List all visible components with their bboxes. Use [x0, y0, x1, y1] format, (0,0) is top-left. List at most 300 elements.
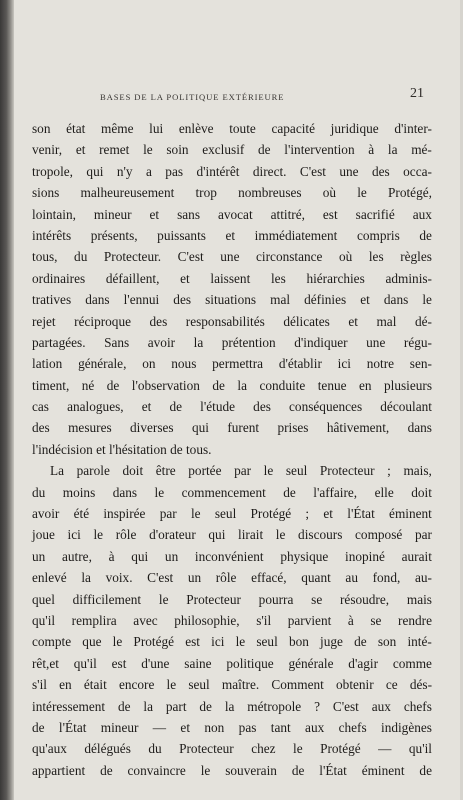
- word: l'affaire,: [313, 484, 358, 500]
- word: au: [345, 570, 358, 586]
- word: avoir: [32, 506, 60, 522]
- word: qu'il: [73, 655, 97, 671]
- word: seul: [256, 634, 278, 650]
- word: physique: [280, 548, 329, 564]
- word: d'agir: [348, 655, 379, 671]
- word: ce: [385, 677, 398, 693]
- word: n'y: [116, 163, 133, 179]
- text-line: [32, 524, 432, 545]
- word: composé: [355, 527, 403, 543]
- word: seul: [285, 463, 308, 479]
- word: malheureusement: [80, 185, 175, 201]
- word: conséquences: [289, 399, 363, 415]
- text-line: [32, 503, 432, 524]
- word: sans: [177, 206, 200, 222]
- word: Protecteur: [186, 591, 241, 607]
- word: que: [82, 634, 102, 650]
- word: l'intervention: [284, 142, 355, 158]
- word: attitré,: [270, 206, 305, 222]
- word: délicates: [283, 313, 330, 329]
- running-title: BASES DE LA POLITIQUE EXTÉRIEURE: [100, 92, 285, 102]
- word: capacité: [271, 121, 316, 136]
- text-line: [32, 696, 432, 717]
- word: qu'aux: [32, 741, 67, 757]
- word: le: [263, 463, 274, 479]
- word: inspirée: [103, 506, 146, 522]
- word: dés-: [409, 677, 432, 693]
- word: la: [193, 334, 204, 350]
- word: est: [111, 655, 127, 671]
- word: exclusif: [202, 142, 245, 158]
- word: ici: [211, 634, 225, 650]
- word: Protégé,: [388, 185, 432, 201]
- word: est: [185, 634, 200, 650]
- word: métropole: [247, 698, 302, 714]
- word: remplira: [71, 612, 117, 628]
- word: le: [293, 741, 303, 757]
- word: né: [81, 377, 95, 393]
- word: tant: [270, 719, 291, 735]
- word: et: [360, 292, 370, 308]
- word: cas: [32, 399, 49, 415]
- word: Sans: [104, 334, 130, 350]
- word: mal: [376, 313, 397, 329]
- word: d'inter-: [394, 121, 432, 136]
- word: le: [154, 484, 165, 500]
- word: se: [370, 612, 382, 628]
- word: nous: [171, 356, 197, 372]
- word: qu'il: [32, 612, 56, 628]
- text-line: [32, 268, 432, 289]
- word: et: [75, 142, 86, 158]
- word: juge: [320, 634, 343, 650]
- word: autre,: [62, 548, 92, 564]
- word: ici: [337, 356, 351, 372]
- word: été: [73, 506, 90, 522]
- word: lointain,: [32, 206, 76, 222]
- word: par: [234, 463, 252, 479]
- word: des: [173, 292, 192, 308]
- word: et: [141, 399, 152, 415]
- word: qu'il: [408, 741, 432, 757]
- word: compris: [356, 227, 400, 243]
- word: son: [32, 121, 51, 136]
- word: tenue: [317, 377, 347, 393]
- text-line: [32, 631, 432, 652]
- word: prises: [277, 420, 309, 436]
- text-line: [32, 139, 432, 160]
- word: quel: [32, 591, 55, 607]
- word: C'est: [332, 698, 359, 714]
- word: éminent: [389, 506, 432, 522]
- word: furent: [227, 420, 260, 436]
- word: des: [253, 399, 271, 415]
- word: la: [143, 698, 153, 714]
- word: puissants: [157, 227, 206, 243]
- word: à: [368, 142, 375, 158]
- word: tous,: [32, 249, 58, 265]
- word: d'une: [141, 655, 170, 671]
- word: en: [358, 377, 372, 393]
- word: tropole,: [32, 163, 73, 179]
- word: chefs: [338, 719, 367, 735]
- word: Protecteur.: [103, 249, 162, 265]
- word: même: [101, 121, 134, 136]
- word: dans: [112, 484, 138, 500]
- word: par: [414, 527, 432, 543]
- word: difficilement: [72, 591, 142, 607]
- word: philosophie,: [174, 612, 240, 628]
- word: portée: [188, 463, 222, 479]
- word: d'indiquer: [294, 334, 348, 350]
- word: une: [366, 334, 386, 350]
- word: on: [142, 356, 156, 372]
- text-line: [32, 118, 432, 139]
- word: occa-: [403, 163, 432, 179]
- word: un: [164, 548, 179, 564]
- word: être: [155, 463, 176, 479]
- word: et: [180, 270, 190, 286]
- word: s'il: [256, 612, 272, 628]
- word: pourra: [258, 591, 294, 607]
- word: compte: [32, 634, 72, 650]
- word: l'État: [319, 762, 347, 778]
- word: le: [166, 677, 177, 693]
- word: —: [378, 741, 392, 757]
- word: sions: [32, 185, 60, 201]
- word: politique: [226, 655, 274, 671]
- word: et: [323, 506, 333, 522]
- word: conduite: [259, 377, 306, 393]
- word: maître.: [221, 677, 260, 693]
- word: seul: [188, 677, 210, 693]
- word: dans: [85, 292, 110, 308]
- word: toute: [229, 121, 256, 136]
- word: l'étude: [200, 399, 236, 415]
- word: pas: [165, 163, 184, 179]
- word: parole: [76, 463, 110, 479]
- word: en: [59, 677, 72, 693]
- word: des: [149, 313, 168, 329]
- word: direct.: [252, 163, 287, 179]
- word: des: [32, 420, 50, 436]
- word: bon: [288, 634, 309, 650]
- word: le: [357, 185, 367, 201]
- word: du: [148, 741, 162, 757]
- word: d'orateur: [149, 527, 196, 543]
- word: d'établir: [278, 356, 322, 372]
- word: doit: [122, 463, 144, 479]
- word: un: [187, 570, 202, 586]
- word: seul: [214, 506, 237, 522]
- word: de: [419, 227, 432, 243]
- word: de: [212, 377, 225, 393]
- word: le: [143, 142, 153, 158]
- word: générale,: [78, 356, 127, 372]
- word: qui: [191, 420, 209, 436]
- text-line: [32, 311, 432, 332]
- text-line: [32, 567, 432, 588]
- word: rendre: [398, 612, 432, 628]
- word: laissent: [210, 270, 251, 286]
- word: et: [225, 227, 236, 243]
- word: de: [169, 399, 183, 415]
- text-line: [32, 653, 432, 674]
- word: responsabilités: [185, 313, 265, 329]
- word: éminent: [361, 762, 405, 778]
- word: régu-: [403, 334, 432, 350]
- word: les: [368, 249, 384, 265]
- word: du: [32, 484, 46, 500]
- word: le: [112, 634, 123, 650]
- word: analogues,: [67, 399, 124, 415]
- text-line: [32, 546, 432, 567]
- word: qui: [208, 527, 226, 543]
- word: ?: [314, 698, 320, 714]
- word: l'ennui: [123, 292, 160, 308]
- word: s'il: [32, 677, 47, 693]
- word: non: [204, 719, 225, 735]
- word: son: [377, 634, 397, 650]
- word: circonstance: [256, 249, 323, 265]
- word: quant: [301, 570, 331, 586]
- word: trop: [195, 185, 217, 201]
- word: inconvénient: [194, 548, 264, 564]
- word: rêt,et: [32, 655, 59, 671]
- word: mineur: [100, 719, 139, 735]
- word: tratives: [32, 292, 72, 308]
- word: la: [81, 570, 91, 586]
- word: rejet: [32, 313, 56, 329]
- text-line: [32, 610, 432, 631]
- word: encore: [118, 677, 155, 693]
- word: l'observation: [131, 377, 200, 393]
- word: et: [149, 206, 160, 222]
- word: au-: [414, 570, 432, 586]
- word: le: [158, 591, 169, 607]
- word: voix.: [105, 570, 133, 586]
- word: avoir: [147, 334, 176, 350]
- word: remet: [99, 142, 130, 158]
- word: de: [291, 762, 305, 778]
- text-line: [32, 332, 432, 353]
- word: permettra: [212, 356, 264, 372]
- text-line: [32, 225, 432, 246]
- word: le: [275, 527, 286, 543]
- word: le: [200, 762, 211, 778]
- word: le: [422, 292, 432, 308]
- word: la: [224, 698, 235, 714]
- word: venir,: [32, 142, 63, 158]
- word: sacrifié: [355, 206, 395, 222]
- word: saine: [184, 655, 212, 671]
- word: rôle: [215, 570, 237, 586]
- text-line: [32, 396, 432, 417]
- word: résoudre,: [339, 591, 390, 607]
- word: Protégé: [133, 634, 175, 650]
- word: Protégé: [320, 741, 361, 757]
- word: parvient: [287, 612, 332, 628]
- word: intéressement: [32, 698, 106, 714]
- word: discours: [298, 527, 343, 543]
- word: définies: [304, 292, 347, 308]
- text-line: [32, 375, 432, 396]
- text-line: [32, 760, 432, 781]
- word: ;: [305, 506, 310, 522]
- text-line: [32, 417, 432, 438]
- word: sen-: [409, 356, 432, 372]
- text-line: [32, 589, 432, 610]
- word: diverses: [130, 420, 174, 436]
- text-line: [32, 246, 432, 267]
- text-line: [32, 182, 432, 203]
- word: aux: [305, 719, 325, 735]
- word: le: [235, 634, 246, 650]
- word: un: [32, 548, 46, 564]
- word: rôle: [115, 527, 137, 543]
- word: découlant: [380, 399, 432, 415]
- book-binding-shadow: [0, 0, 14, 800]
- word: lirait: [238, 527, 264, 543]
- word: comme: [392, 655, 432, 671]
- word: nombreuses: [238, 185, 302, 201]
- word: appartient: [32, 762, 86, 778]
- word: l'État: [58, 719, 87, 735]
- word: a: [145, 163, 152, 179]
- word: état: [66, 121, 86, 136]
- text-line-paragraph-end: l'indécision et l'hésitation de tous.: [32, 441, 212, 457]
- text-line: [32, 353, 432, 374]
- word: chefs: [403, 698, 432, 714]
- word: générale: [288, 655, 334, 671]
- word: à: [347, 612, 354, 628]
- word: une: [339, 163, 359, 179]
- word: hiérarchies: [306, 270, 365, 286]
- word: une: [220, 249, 240, 265]
- word: timent,: [32, 377, 70, 393]
- word: notre: [366, 356, 395, 372]
- word: ici: [67, 527, 81, 543]
- word: part: [165, 698, 187, 714]
- word: mais: [406, 591, 432, 607]
- text-line: [32, 204, 432, 225]
- word: de: [199, 698, 212, 714]
- word: situations: [205, 292, 257, 308]
- word: mesures: [68, 420, 112, 436]
- word: Protecteur: [319, 463, 375, 479]
- word: —: [152, 719, 167, 735]
- text-line: [32, 674, 432, 695]
- word: avocat: [217, 206, 253, 222]
- word: prétention: [221, 334, 276, 350]
- word: et: [180, 719, 191, 735]
- word: la: [387, 142, 398, 158]
- word: qui: [131, 548, 149, 564]
- word: immédiatement: [254, 227, 338, 243]
- word: avec: [133, 612, 158, 628]
- word: délégués: [84, 741, 131, 757]
- word: le: [190, 506, 201, 522]
- page-number: 21: [410, 86, 424, 101]
- word: adminis-: [385, 270, 432, 286]
- word: la: [237, 377, 248, 393]
- word: de: [106, 377, 120, 393]
- word: C'est: [299, 163, 326, 179]
- word: d'intérêt: [196, 163, 240, 179]
- word: Protecteur: [179, 741, 234, 757]
- word: convaincre: [127, 762, 186, 778]
- word: de: [32, 719, 45, 735]
- text-line: [32, 161, 432, 182]
- word: La: [50, 463, 65, 479]
- word: et: [348, 313, 358, 329]
- word: par: [159, 506, 177, 522]
- text-line: [32, 289, 432, 310]
- text-line: [32, 738, 432, 759]
- word: enlève: [178, 121, 214, 136]
- word: lui: [149, 121, 164, 136]
- word: mé-: [411, 142, 432, 158]
- page-header: [32, 86, 432, 104]
- word: où: [322, 185, 337, 201]
- word: le: [93, 527, 104, 543]
- word: dé-: [414, 313, 432, 329]
- word: elle: [374, 484, 394, 500]
- word: dans: [407, 420, 432, 436]
- word: dans: [383, 292, 409, 308]
- word: à: [108, 548, 115, 564]
- word: indigènes: [381, 719, 432, 735]
- word: du: [74, 249, 88, 265]
- word: hâtivement,: [326, 420, 390, 436]
- word: inopiné: [345, 548, 385, 564]
- word: souverain: [225, 762, 277, 778]
- word: l'État: [347, 506, 375, 522]
- word: commencement: [181, 484, 266, 500]
- word: obtenir: [336, 677, 374, 693]
- word: de: [258, 142, 271, 158]
- word: était: [83, 677, 107, 693]
- word: règles: [400, 249, 432, 265]
- word: intérêts: [32, 227, 72, 243]
- word: de: [354, 634, 367, 650]
- word: aux: [371, 698, 391, 714]
- word: mineur: [93, 206, 132, 222]
- word: est: [322, 206, 338, 222]
- word: défaillent,: [105, 270, 160, 286]
- word: chez: [251, 741, 276, 757]
- word: les: [270, 270, 286, 286]
- word: partagées.: [32, 334, 86, 350]
- word: de: [283, 484, 296, 500]
- word: C'est: [147, 570, 174, 586]
- text-line: [32, 482, 432, 503]
- word: enlevé: [32, 570, 67, 586]
- word: inté-: [407, 634, 432, 650]
- word: joue: [32, 527, 55, 543]
- word: présents,: [90, 227, 138, 243]
- text-line-paragraph-start: [32, 460, 432, 481]
- word: ordinaires: [32, 270, 86, 286]
- word: moins: [62, 484, 96, 500]
- word: plusieurs: [383, 377, 432, 393]
- word: de: [117, 698, 131, 714]
- body-text: [32, 118, 432, 781]
- word: Protégé: [250, 506, 292, 522]
- word: pas: [238, 719, 257, 735]
- word: se: [311, 591, 323, 607]
- word: ;: [387, 463, 391, 479]
